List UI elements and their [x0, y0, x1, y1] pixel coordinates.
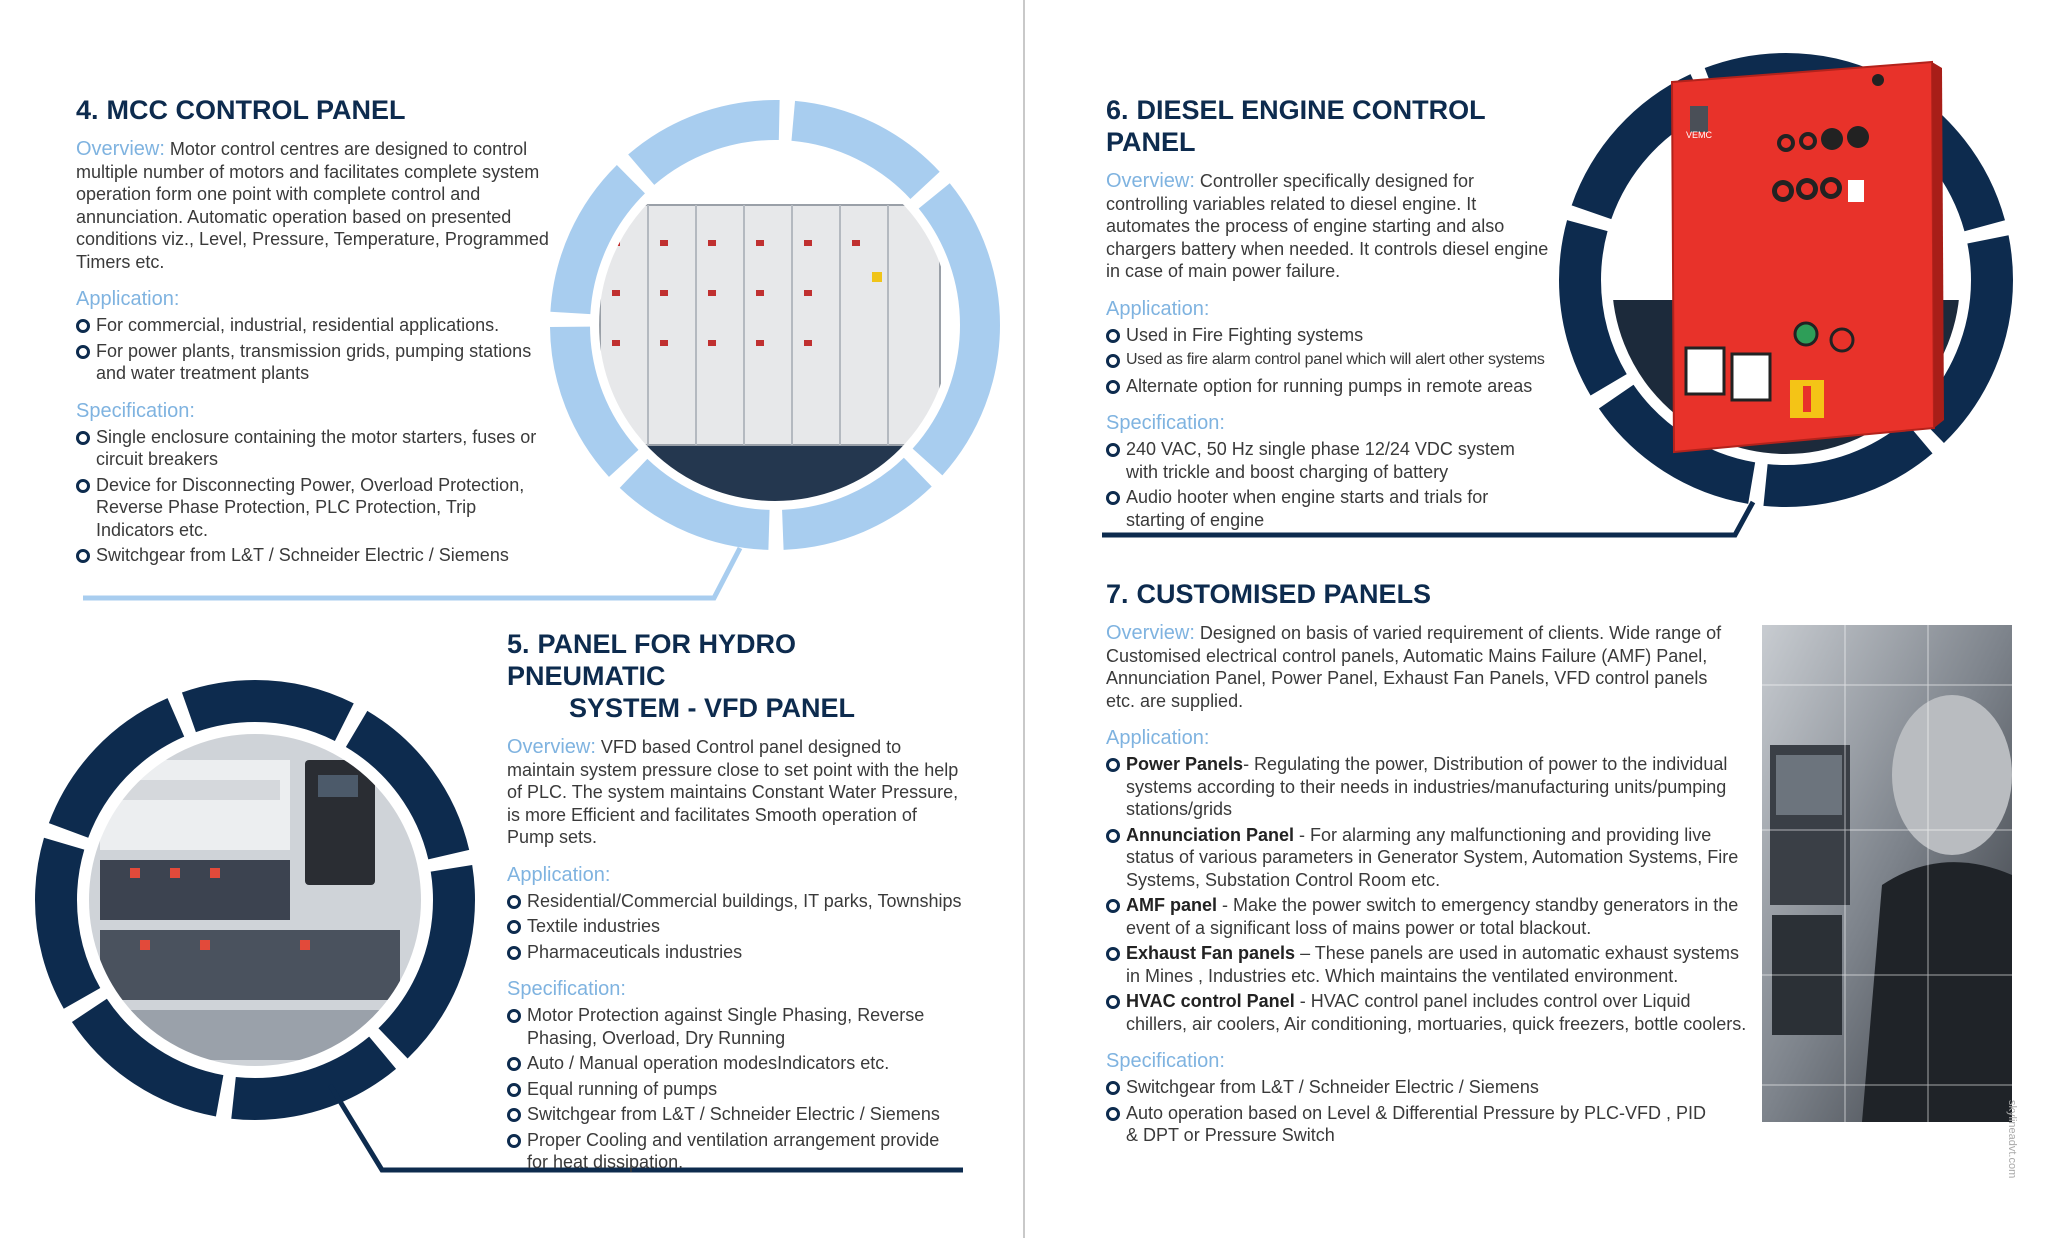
overview-text: Controller specifically designed for controlling variables related to diesel engine. It automates the process of engine starting and also chargers battery when needed. It controls diesel engine in case of main power failure.	[1106, 171, 1549, 281]
page-spine	[1023, 0, 1025, 1238]
section-vfd	[507, 628, 962, 1177]
diesel-connector-line	[1102, 502, 1753, 535]
list-item	[1106, 824, 1754, 892]
item-desc: - HVAC control panel includes control over Liquid chillers, air coolers, Air conditioning, mortuaries, quick freezers, bottle coolers.	[1126, 991, 1747, 1034]
overview-text: Designed on basis of varied requirement of clients. Wide range of Customised electrical control panels, Automatic Mains Failure (AMF) Panel, Annunciation Panel, Power Panel, Exhaust Fan Panels, VFD control panels etc. are supplied.	[1106, 623, 1722, 711]
section-title	[507, 628, 962, 724]
item-desc: - For alarming any malfunctioning and providing live status of various parameters in Generator System, Automation Systems, Fire Systems, Substation Control Room etc.	[1126, 824, 1739, 890]
list-item: Single enclosure containing the motor starters, fuses or circuit breakers	[76, 426, 556, 471]
specification-heading: Specification:	[1106, 1050, 1225, 1072]
watermark-text: skylineadvt.com	[2006, 1100, 2018, 1179]
specification-heading: Specification:	[1106, 412, 1225, 434]
item-desc: - Make the power switch to emergency standby generators in the event of a significant loss of mains power or total blackout.	[1126, 895, 1739, 938]
overview-label: Overview:	[507, 736, 596, 758]
section-number: 6.	[1106, 95, 1129, 125]
list-item: Auto operation based on Level & Differential Pressure by PLC-VFD , PID & DPT or Pressure Switch	[1106, 1102, 1706, 1147]
item-term: Power Panels	[1126, 754, 1244, 774]
item-term: HVAC control Panel	[1126, 991, 1295, 1011]
overview-label: Overview:	[76, 138, 165, 160]
list-item: Switchgear from L&T / Schneider Electric / Siemens	[1106, 1076, 1706, 1099]
panel-logo-text: VEMC	[1685, 130, 1713, 140]
section-title-text: CUSTOMISED PANELS	[1136, 579, 1432, 609]
list-item: Switchgear from L&T / Schneider Electric / Siemens	[507, 1103, 962, 1126]
list-item: Used as fire alarm control panel which will alert other systems	[1106, 349, 1571, 372]
application-list	[1106, 753, 1754, 1035]
list-item: Proper Cooling and ventilation arrangement provide for heat dissipation.	[507, 1129, 962, 1174]
section-title-text: MCC CONTROL PANEL	[106, 95, 406, 125]
specification-list	[507, 1004, 962, 1174]
list-item	[1106, 942, 1754, 987]
application-heading: Application:	[507, 863, 611, 886]
list-item: Device for Disconnecting Power, Overload Protection, Reverse Phase Protection, PLC Protection, Trip Indicators etc.	[76, 474, 556, 542]
list-item: For power plants, transmission grids, pumping stations and water treatment plants	[76, 340, 556, 385]
list-item: Residential/Commercial buildings, IT parks, Townships	[507, 890, 962, 913]
list-item: Auto / Manual operation modesIndicators etc.	[507, 1052, 962, 1075]
section-custom	[1106, 578, 1754, 1150]
application-heading: Application:	[1106, 297, 1210, 320]
list-item: Used in Fire Fighting systems	[1106, 324, 1571, 347]
list-item	[1106, 990, 1754, 1035]
list-item: For commercial, industrial, residential applications.	[76, 314, 556, 337]
application-heading: Application:	[76, 288, 180, 310]
item-desc: - Regulating the power, Distribution of power to the individual systems according to their needs in industries/manufacturing units/pumping stations/grids	[1126, 754, 1728, 819]
section-number: 5.	[507, 629, 530, 659]
list-item	[1106, 894, 1754, 939]
section-title	[1106, 578, 1754, 610]
item-desc: – These panels are used in automatic exhaust systems in Mines , Industries etc. Which maintains the ventilated environment.	[1126, 943, 1739, 986]
list-item: Alternate option for running pumps in remote areas	[1106, 375, 1571, 398]
specification-heading: Specification:	[507, 978, 626, 1000]
section-title-line1: PANEL FOR HYDRO PNEUMATIC	[507, 629, 797, 691]
specification-list	[1106, 1076, 1706, 1147]
list-item: Audio hooter when engine starts and trials for starting of engine	[1106, 486, 1551, 531]
list-item: Equal running of pumps	[507, 1078, 962, 1101]
application-list	[507, 890, 962, 964]
overview-paragraph	[1106, 622, 1736, 712]
section-number: 7.	[1106, 579, 1129, 609]
list-item	[1106, 753, 1754, 821]
section-title-text: DIESEL ENGINE CONTROL PANEL	[1106, 95, 1486, 157]
list-item: 240 VAC, 50 Hz single phase 12/24 VDC system with trickle and boost charging of battery	[1106, 438, 1551, 483]
list-item: Switchgear from L&T / Schneider Electric / Siemens	[76, 544, 556, 567]
item-term: Annunciation Panel	[1126, 824, 1295, 845]
overview-label: Overview:	[1106, 170, 1195, 192]
section-number: 4.	[76, 95, 99, 125]
item-term: AMF panel	[1126, 895, 1218, 915]
application-heading: Application:	[1106, 727, 1210, 749]
mcc-panel-figure	[60, 90, 1020, 610]
diesel-panel-figure	[1100, 40, 2040, 540]
item-term: Exhaust Fan panels	[1126, 943, 1296, 963]
overview-paragraph	[507, 736, 962, 849]
overview-text: Motor control centres are designed to control multiple number of motors and facilitates complete system operation form one point with complete control and annunciation. Automatic operation based on presented conditions viz., Level, Pressure, Temperature, Programmed Timers etc.	[76, 139, 549, 272]
overview-text: VFD based Control panel designed to maintain system pressure close to set point with the help of PLC. The system maintains Constant Water Pressure, is more Efficient and facilitates Smooth operation of Pump sets.	[507, 737, 959, 847]
mcc-connector-line	[83, 548, 740, 598]
list-item: Motor Protection against Single Phasing, Reverse Phasing, Overload, Dry Running	[507, 1004, 962, 1049]
list-item: Pharmaceuticals industries	[507, 941, 962, 964]
operator-photo	[1762, 625, 2012, 1122]
list-item: Textile industries	[507, 915, 962, 938]
specification-heading: Specification:	[76, 399, 195, 422]
overview-label: Overview:	[1106, 622, 1195, 644]
section-title-line2: SYSTEM - VFD PANEL	[569, 693, 856, 723]
red-control-panel	[1672, 62, 1944, 452]
